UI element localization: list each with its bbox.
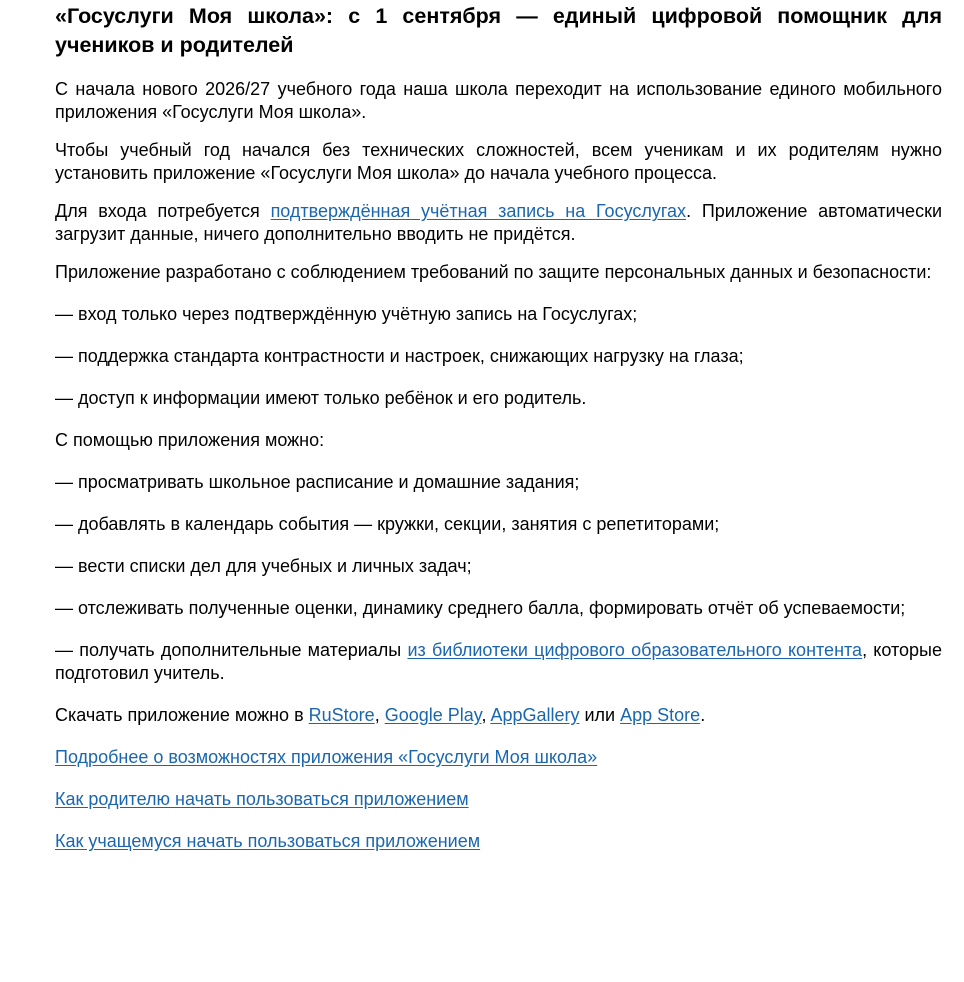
student-guide-line [55, 830, 942, 853]
appgallery-link[interactable]: AppGallery [490, 705, 580, 725]
feature-item-schedule: — просматривать школьное расписание и домашние задания; [55, 472, 580, 492]
download-separator: , [481, 705, 491, 725]
login-text-before: Для входа потребуется [55, 201, 271, 221]
library-text-before: — получать дополнительные материалы [55, 640, 408, 660]
download-separator: , [374, 705, 385, 725]
app-store-link[interactable]: App Store [620, 705, 701, 725]
rustore-link[interactable]: RuStore [308, 705, 375, 725]
google-play-link[interactable]: Google Play [384, 705, 482, 725]
download-text-after: . [700, 705, 706, 725]
download-paragraph [55, 704, 942, 727]
parent-guide-link[interactable]: Как родителю начать пользоваться приложением [55, 789, 469, 809]
download-text-before: Скачать приложение можно в [55, 705, 309, 725]
intro-paragraph-1: С начала нового 2026/27 учебного года наша школа переходит на использование единого мобильного приложения «Госуслуги Моя школа». [55, 79, 942, 122]
intro-paragraph-2: Чтобы учебный год начался без технических сложностей, всем ученикам и их родителям нужно установить приложение «Госуслуги Моя школа» до начала учебного процесса. [55, 140, 942, 183]
more-info-link[interactable]: Подробнее о возможностях приложения «Госуслуги Моя школа» [55, 747, 598, 767]
security-item-login: — вход только через подтверждённую учётную запись на Госуслугах; [55, 304, 638, 324]
digital-library-link[interactable]: из библиотеки цифрового образовательного контента [407, 640, 863, 660]
gosuslugi-account-link[interactable]: подтверждённая учётная запись на Госуслугах [270, 201, 687, 221]
library-text-after: , которые подготовил учитель. [55, 640, 942, 683]
download-separator: или [579, 705, 621, 725]
security-item-access: — доступ к информации имеют только ребёнок и его родитель. [55, 388, 587, 408]
security-item-contrast: — поддержка стандарта контрастности и настроек, снижающих нагрузку на глаза; [55, 346, 744, 366]
feature-item-todo: — вести списки дел для учебных и личных задач; [55, 556, 472, 576]
features-heading: С помощью приложения можно: [55, 430, 325, 450]
login-text-after: . Приложение автоматически загрузит данные, ничего дополнительно вводить не придётся. [55, 201, 942, 244]
login-paragraph [55, 200, 942, 246]
feature-item-grades: — отслеживать полученные оценки, динамику среднего балла, формировать отчёт об успеваемости; [55, 598, 906, 618]
more-info-line [55, 746, 942, 769]
article-title: «Госуслуги Моя школа»: с 1 сентября — единый цифровой помощник для учеников и родителей [55, 4, 942, 57]
feature-item-calendar: — добавлять в календарь события — кружки, секции, занятия с репетиторами; [55, 514, 720, 534]
security-heading: Приложение разработано с соблюдением требований по защите персональных данных и безопасности: [55, 262, 932, 282]
feature-item-library [55, 639, 942, 685]
parent-guide-line [55, 788, 942, 811]
student-guide-link[interactable]: Как учащемуся начать пользоваться приложением [55, 831, 481, 851]
